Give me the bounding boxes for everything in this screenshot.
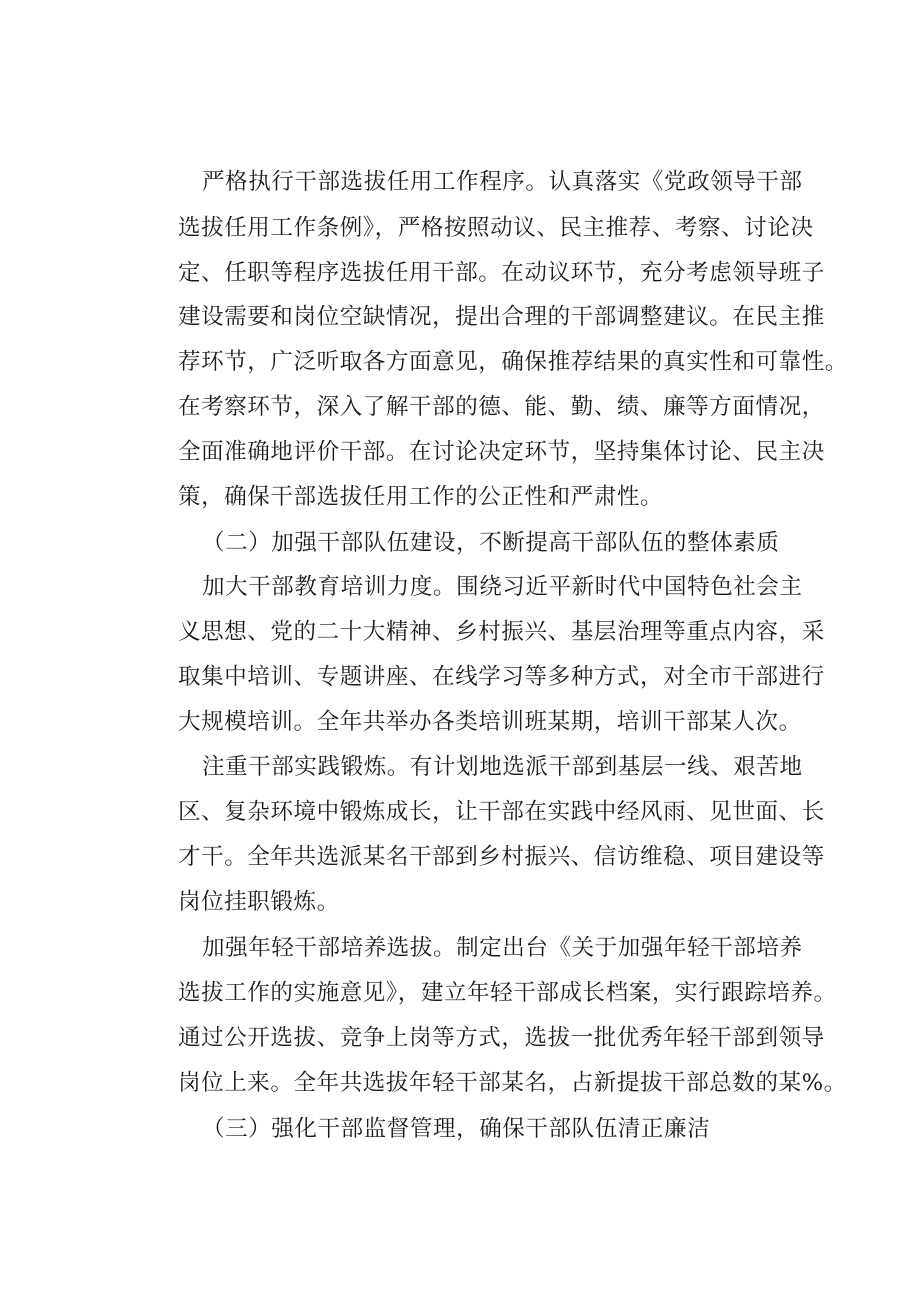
paragraph-line: 区、复杂环境中锻炼成长，让干部在实践中经风雨、见世面、长 — [178, 799, 825, 825]
paragraph-line: 义思想、党的二十大精神、乡村振兴、基层治理等重点内容，采 — [178, 619, 825, 645]
paragraph-line: 取集中培训、专题讲座、在线学习等多种方式，对全市干部进行 — [178, 664, 825, 690]
paragraph-line: 在考察环节，深入了解干部的德、能、勤、绩、廉等方面情况， — [178, 394, 825, 420]
paragraph-line: 加强年轻干部培养选拔。制定出台《关于加强年轻干部培养 — [202, 935, 803, 961]
paragraph-line: 加大干部教育培训力度。围绕习近平新时代中国特色社会主 — [202, 574, 803, 600]
section-heading: （二）加强干部队伍建设，不断提高干部队伍的整体素质 — [202, 530, 780, 556]
paragraph-line: 选拔任用工作条例》，严格按照动议、民主推荐、考察、讨论决 — [178, 215, 814, 241]
paragraph-line: 荐环节，广泛听取各方面意见，确保推荐结果的真实性和可靠性。 — [178, 349, 848, 375]
section-heading: （三）强化干部监督管理，确保干部队伍清正廉洁 — [202, 1116, 711, 1142]
paragraph-line: 岗位上来。全年共选拔年轻干部某名，占新提拔干部总数的某%。 — [178, 1070, 847, 1096]
paragraph-line: 严格执行干部选拔任用工作程序。认真落实《党政领导干部 — [202, 169, 803, 195]
paragraph-line: 注重干部实践锻炼。有计划地选派干部到基层一线、艰苦地 — [202, 754, 803, 780]
paragraph-line: 岗位挂职锻炼。 — [178, 889, 340, 915]
paragraph-line: 建设需要和岗位空缺情况，提出合理的干部调整建议。在民主推 — [178, 304, 825, 330]
paragraph-line: 通过公开选拔、竞争上岗等方式，选拔一批优秀年轻干部到领导 — [178, 1025, 825, 1051]
paragraph-line: 选拔工作的实施意见》，建立年轻干部成长档案，实行跟踪培养。 — [178, 980, 837, 1006]
paragraph-line: 才干。全年共选派某名干部到乡村振兴、信访维稳、项目建设等 — [178, 844, 825, 870]
paragraph-line: 定、任职等程序选拔任用干部。在动议环节，充分考虑领导班子 — [178, 260, 825, 286]
paragraph-line: 全面准确地评价干部。在讨论决定环节，坚持集体讨论、民主决 — [178, 439, 825, 465]
paragraph-line: 策，确保干部选拔任用工作的公正性和严肃性。 — [178, 484, 664, 510]
paragraph-line: 大规模培训。全年共举办各类培训班某期，培训干部某人次。 — [178, 709, 802, 735]
